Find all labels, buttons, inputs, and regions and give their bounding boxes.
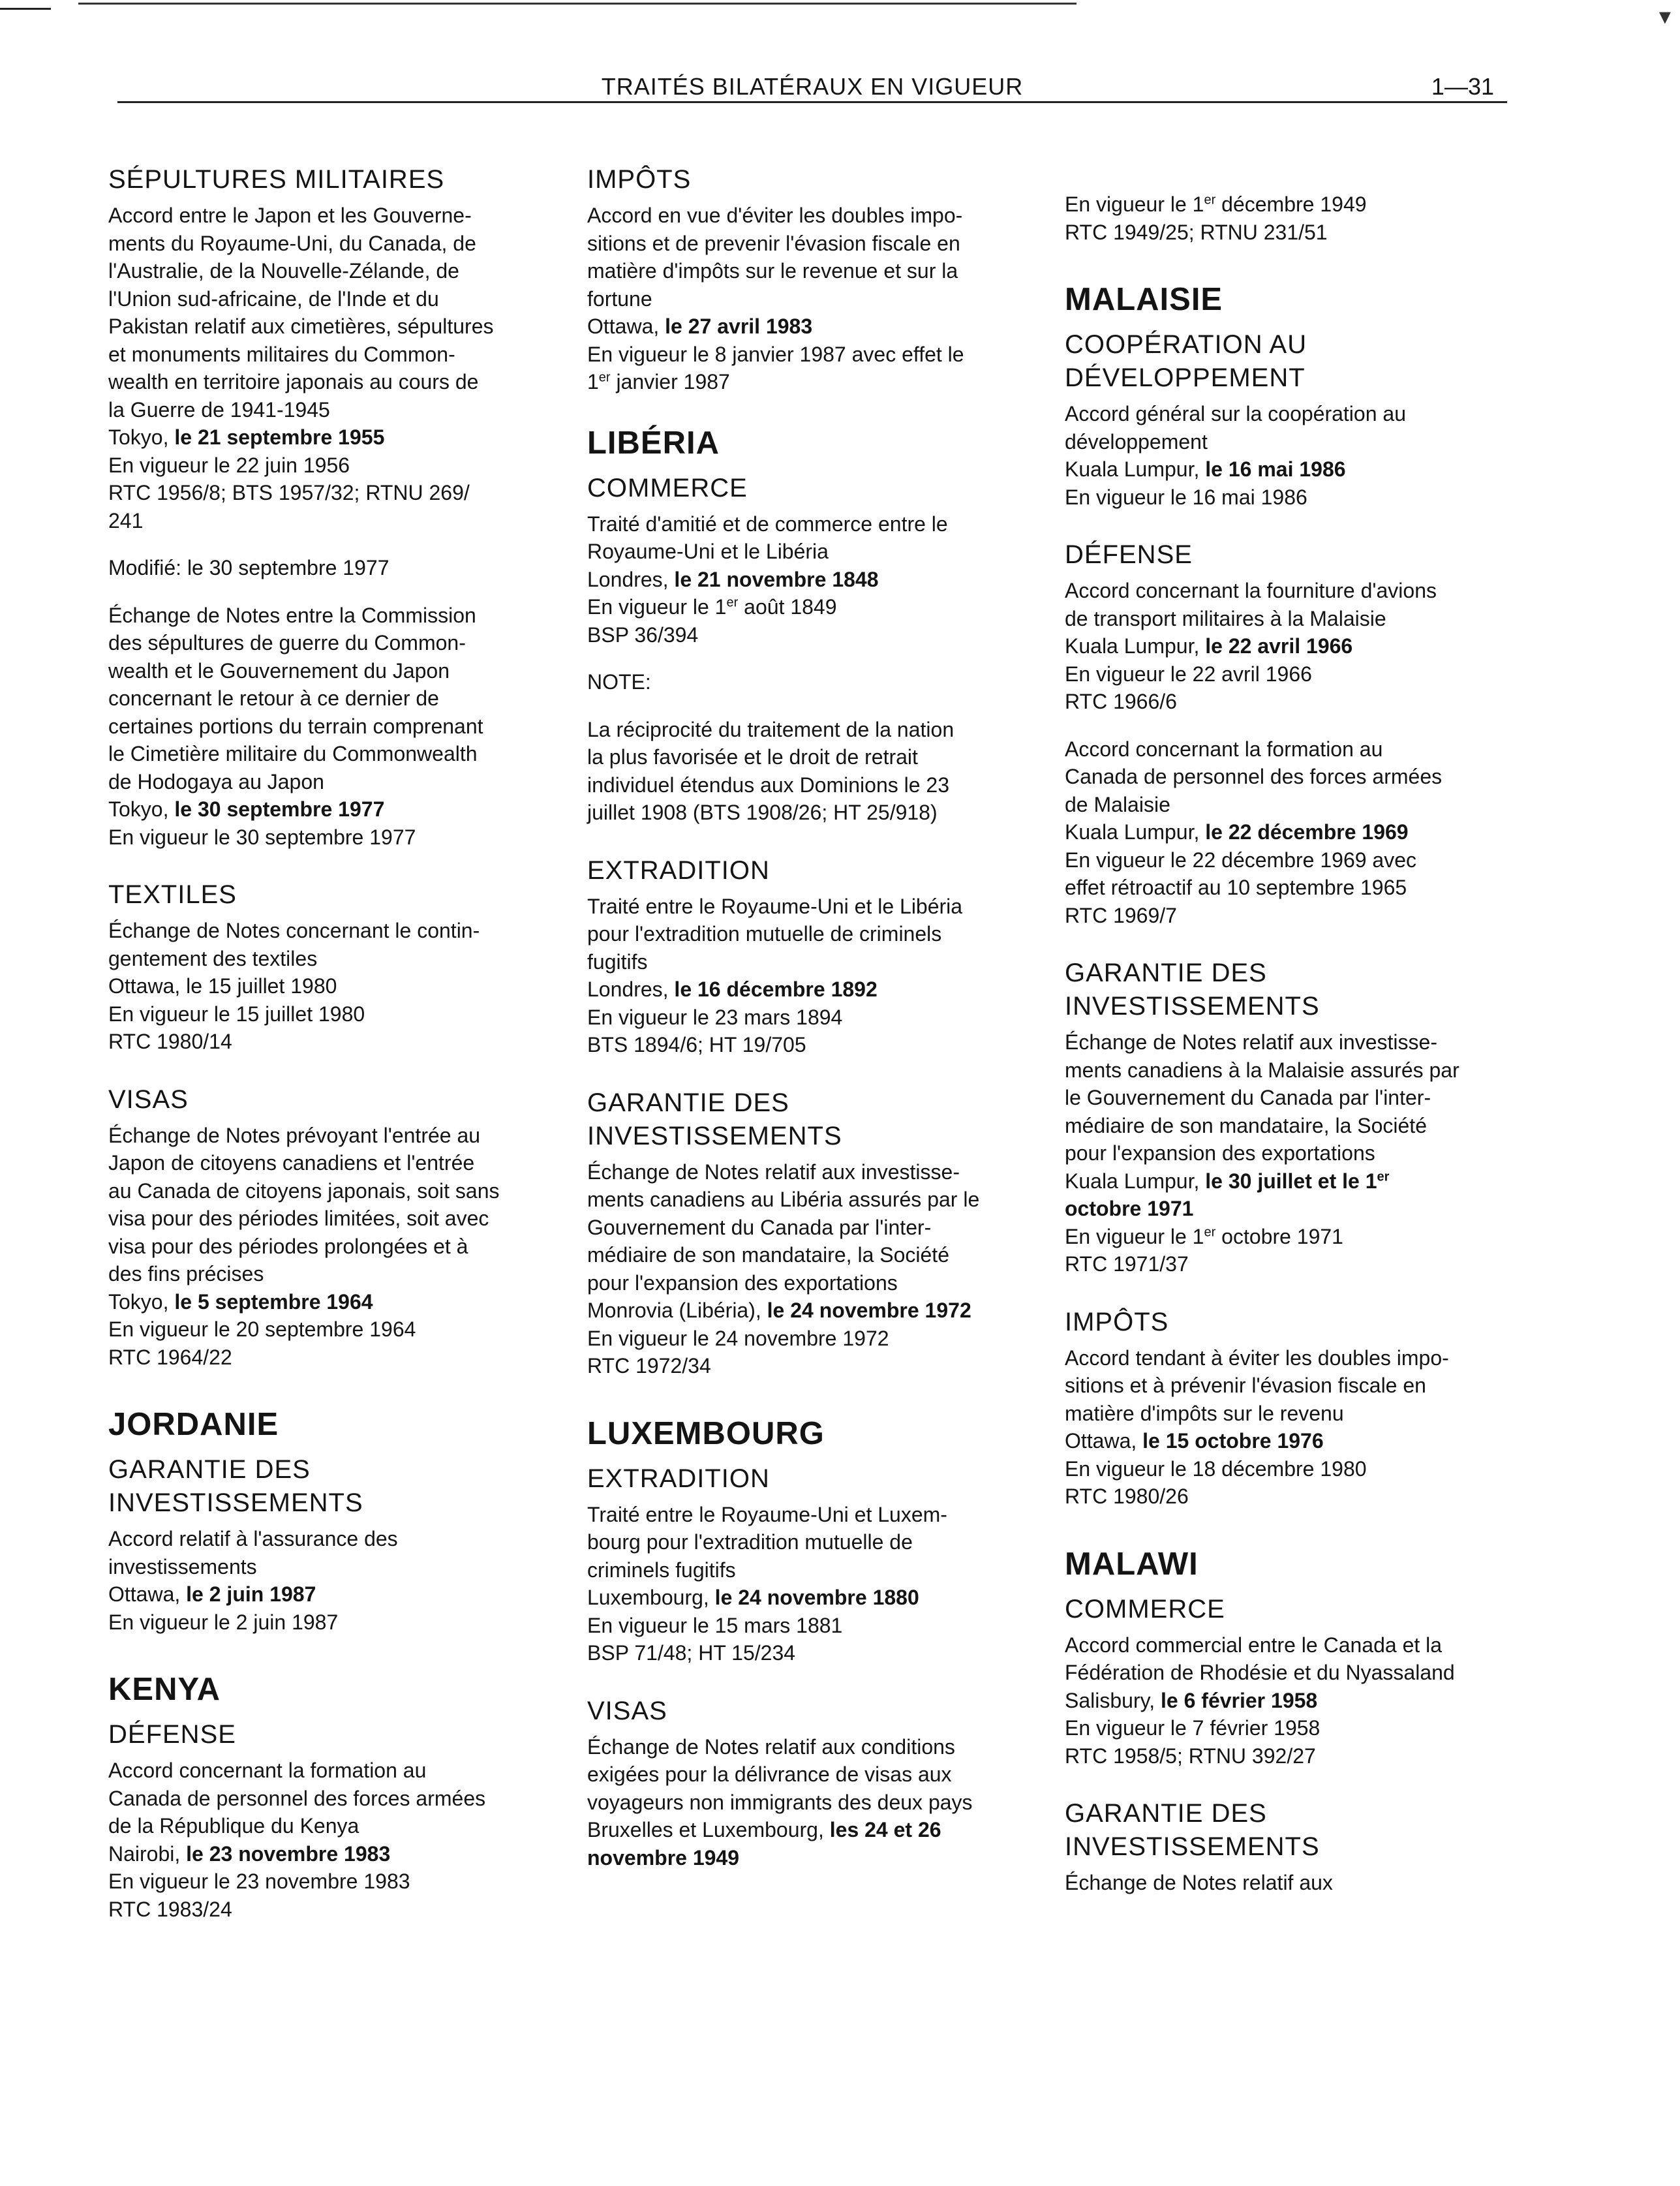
- treaty-reference: RTC 1966/6: [1065, 690, 1177, 713]
- signing-line: [108, 1840, 565, 1868]
- signing-line: [1065, 1687, 1521, 1715]
- text-line: médiaire de son mandataire, la Société: [1065, 1113, 1427, 1137]
- section-heading-visas: VISAS: [587, 1696, 667, 1725]
- entry-into-force: [587, 368, 1044, 396]
- section-heading-garantie: [1065, 1797, 1521, 1864]
- entry-into-force: En vigueur le 2 juin 1987: [108, 1610, 339, 1634]
- text-line: Accord concernant la formation au: [1065, 737, 1383, 761]
- treaty-entry-luxembourg-visas: [587, 1733, 1044, 1872]
- signing-line: [1065, 1167, 1521, 1195]
- text-line: ments du Royaume-Uni, du Canada, de: [108, 231, 476, 255]
- superscript: er: [726, 595, 739, 610]
- signing-date: le 27 avril 1983: [665, 315, 813, 338]
- entry-into-force: En vigueur le 15 mars 1881: [587, 1613, 843, 1637]
- entry-into-force: effet rétroactif au 10 septembre 1965: [1065, 876, 1407, 899]
- signing-line: [1065, 1427, 1521, 1455]
- scan-edge-line: [0, 8, 51, 10]
- section-heading-commerce: COMMERCE: [1065, 1594, 1225, 1624]
- signing-place: Monrovia (Libéria),: [587, 1299, 767, 1322]
- signing-line: [587, 1816, 1044, 1844]
- signing-date: le 15 octobre 1976: [1142, 1429, 1324, 1453]
- text-line: pour l'extradition mutuelle de criminels: [587, 922, 942, 946]
- country-heading-jordanie: JORDANIE: [108, 1407, 279, 1442]
- text-line: la Guerre de 1941-1945: [108, 397, 330, 422]
- text-line: Traité entre le Royaume-Uni et le Libéria: [587, 894, 963, 918]
- section-heading-impots: IMPÔTS: [1065, 1307, 1169, 1336]
- signing-date: les 24 et 26: [829, 1818, 941, 1841]
- superscript: er: [1377, 1169, 1390, 1184]
- text-line: exigées pour la délivrance de visas aux: [587, 1763, 952, 1786]
- heading-line: DÉVELOPPEMENT: [1065, 363, 1306, 392]
- entry-into-force: En vigueur le 30 septembre 1977: [108, 825, 416, 849]
- section-heading-defense: DÉFENSE: [108, 1720, 236, 1749]
- text-line: certaines portions du terrain comprenant: [108, 714, 483, 738]
- treaty-reference: RTC 1980/14: [108, 1030, 232, 1053]
- superscript: er: [1204, 192, 1216, 208]
- text-line: Accord relatif à l'assurance des: [108, 1527, 398, 1550]
- section-heading-textiles: TEXTILES: [108, 880, 237, 909]
- signing-place: Salisbury,: [1065, 1688, 1161, 1712]
- signing-line: [587, 1584, 1044, 1612]
- country-heading-malawi: MALAWI: [1065, 1546, 1199, 1582]
- treaty-entry-jordanie: [108, 1525, 565, 1636]
- treaty-reference: 241: [108, 508, 144, 532]
- text-line: Échange de Notes relatif aux investisse-: [1065, 1030, 1437, 1054]
- text-line: Traité d'amitié et de commerce entre le: [587, 512, 948, 536]
- header-title: TRAITÉS BILATÉRAUX EN VIGUEUR: [601, 73, 1024, 100]
- section-heading-defense: DÉFENSE: [1065, 540, 1193, 569]
- text-line: Accord général sur la coopération au: [1065, 402, 1406, 425]
- text-line: Royaume-Uni et le Libéria: [587, 540, 829, 563]
- signing-place: Kuala Lumpur,: [1065, 1169, 1206, 1193]
- text-line: Fédération de Rhodésie et du Nyassaland: [1065, 1661, 1455, 1684]
- signing-place: Tokyo,: [108, 425, 175, 449]
- column-left: [108, 163, 565, 1923]
- signing-line: [1065, 818, 1521, 846]
- signing-date: le 16 décembre 1892: [674, 978, 878, 1001]
- text-span: 1: [587, 370, 599, 393]
- signing-date: le 23 novembre 1983: [186, 1841, 391, 1866]
- treaty-entry-liberia-garantie: [587, 1158, 1044, 1380]
- treaty-entry-visas: [108, 1122, 565, 1372]
- text-line: fugitifs: [587, 949, 648, 974]
- treaty-entry-malaisie-defense-1: [1065, 577, 1521, 716]
- text-line: Échange de Notes prévoyant l'entrée au: [108, 1123, 481, 1147]
- heading-line: GARANTIE DES: [587, 1088, 789, 1117]
- signing-place: Ottawa,: [1065, 1429, 1143, 1453]
- section-heading-cooperation: [1065, 328, 1521, 395]
- text-line: de la République du Kenya: [108, 1814, 359, 1838]
- column-right: [1065, 191, 1521, 1897]
- text-span: En vigueur le 1: [1065, 192, 1204, 216]
- text-line: sitions et à prévenir l'évasion fiscale en: [1065, 1374, 1426, 1397]
- signing-place: Kuala Lumpur,: [1065, 457, 1206, 481]
- signing-place: Bruxelles et Luxembourg,: [587, 1818, 830, 1841]
- treaty-entry-textiles: [108, 917, 565, 1056]
- treaty-reference: RTC 1956/8; BTS 1957/32; RTNU 269/: [108, 481, 470, 504]
- treaty-entry-kenya: [108, 1757, 565, 1923]
- treaty-reference: BSP 71/48; HT 15/234: [587, 1641, 796, 1665]
- note-text: [587, 716, 1044, 827]
- text-line: Accord tendant à éviter les doubles impo-: [1065, 1346, 1449, 1370]
- text-line: de Hodogaya au Japon: [108, 769, 324, 793]
- text-line: l'Australie, de la Nouvelle-Zélande, de: [108, 259, 459, 283]
- section-heading-extradition: EXTRADITION: [587, 855, 770, 885]
- treaty-entry-malawi-garantie: [1065, 1869, 1521, 1897]
- country-heading-liberia: LIBÉRIA: [587, 425, 720, 461]
- text-line: wealth en territoire japonais au cours de: [108, 370, 479, 393]
- superscript: er: [1204, 1224, 1216, 1239]
- heading-line: GARANTIE DES: [108, 1455, 311, 1484]
- signing-date: le 24 novembre 1972: [767, 1299, 971, 1322]
- heading-line: GARANTIE DES: [1065, 1799, 1267, 1828]
- scan-top-rule: [78, 3, 1077, 5]
- signing-place: Luxembourg,: [587, 1586, 715, 1609]
- treaty-reference: RTC 1958/5; RTNU 392/27: [1065, 1744, 1316, 1768]
- text-span: En vigueur le 1: [1065, 1224, 1204, 1248]
- text-line: ments canadiens au Libéria assurés par le: [587, 1188, 980, 1211]
- text-span: août 1849: [738, 595, 837, 619]
- text-line: des sépultures de guerre du Common-: [108, 631, 466, 654]
- entry-into-force: En vigueur le 23 mars 1894: [587, 1005, 843, 1029]
- signing-line: [108, 1288, 565, 1316]
- signing-line: [587, 976, 1044, 1004]
- section-heading-visas: VISAS: [108, 1085, 189, 1114]
- entry-into-force: En vigueur le 7 février 1958: [1065, 1716, 1321, 1740]
- signing-place: Tokyo,: [108, 1289, 175, 1314]
- section-heading-commerce: COMMERCE: [587, 473, 748, 502]
- treaty-entry-malaisie-cooperation: [1065, 400, 1521, 511]
- text-line: la plus favorisée et le droit de retrait: [587, 745, 918, 769]
- text-line: criminels fugitifs: [587, 1558, 736, 1582]
- text-line: Accord en vue d'éviter les doubles impo-: [587, 204, 963, 227]
- signing-line: [108, 423, 565, 452]
- entry-into-force: En vigueur le 24 novembre 1972: [587, 1326, 889, 1350]
- treaty-reference: RTC 1949/25; RTNU 231/51: [1065, 220, 1328, 244]
- treaty-reference: RTC 1971/37: [1065, 1252, 1189, 1276]
- treaty-entry-luxembourg-extradition: [587, 1501, 1044, 1667]
- treaty-entry-sepultures-2: [108, 602, 565, 852]
- text-span: décembre 1949: [1215, 192, 1367, 216]
- amendment-note: Modifié: le 30 septembre 1977: [108, 556, 389, 579]
- text-line: Japon de citoyens canadiens et l'entrée: [108, 1151, 475, 1175]
- text-line: Pakistan relatif aux cimetières, sépultures: [108, 315, 494, 338]
- signing-date: novembre 1949: [587, 1845, 740, 1870]
- country-heading-kenya: KENYA: [108, 1672, 221, 1707]
- treaty-entry-malawi-commerce: [1065, 1631, 1521, 1770]
- signing-date: le 21 septembre 1955: [174, 425, 385, 449]
- text-line: investissements: [108, 1554, 257, 1578]
- treaty-reference: BSP 36/394: [587, 623, 699, 647]
- text-line: Échange de Notes relatif aux investisse-: [587, 1160, 960, 1184]
- entry-into-force: [1065, 1223, 1521, 1251]
- signing-line: [108, 795, 565, 824]
- text-line: Échange de Notes relatif aux: [1065, 1871, 1333, 1894]
- signing-date: le 24 novembre 1880: [714, 1586, 919, 1609]
- text-line: visa pour des périodes prolongées et à: [108, 1234, 468, 1258]
- text-line: au Canada de citoyens japonais, soit sans: [108, 1178, 500, 1203]
- heading-line: INVESTISSEMENTS: [1065, 1832, 1320, 1861]
- scan-corner-mark: ▾: [1658, 3, 1671, 29]
- signing-line: [587, 566, 1044, 594]
- signing-date: octobre 1971: [1065, 1197, 1194, 1220]
- section-heading-garantie: [587, 1086, 1044, 1153]
- text-line: pour l'expansion des exportations: [1065, 1141, 1375, 1165]
- text-line: le Cimetière militaire du Commonwealth: [108, 742, 478, 765]
- heading-line: INVESTISSEMENTS: [1065, 992, 1320, 1021]
- heading-line: COOPÉRATION AU: [1065, 330, 1307, 359]
- entry-into-force: En vigueur le 8 janvier 1987 avec effet le: [587, 342, 964, 366]
- treaty-reference: RTC 1964/22: [108, 1345, 232, 1369]
- text-line: La réciprocité du traitement de la nation: [587, 717, 955, 741]
- treaty-entry-malaisie-garantie: [1065, 1028, 1521, 1278]
- section-heading-garantie: [108, 1453, 565, 1520]
- heading-line: INVESTISSEMENTS: [587, 1121, 842, 1150]
- signing-place: Ottawa,: [108, 1582, 187, 1606]
- text-line: matière d'impôts sur le revenu: [1065, 1401, 1344, 1425]
- signing-line: [1065, 455, 1521, 484]
- treaty-entry-continued: [1065, 191, 1521, 246]
- heading-line: INVESTISSEMENTS: [108, 1488, 363, 1517]
- signing-line: [587, 313, 1044, 341]
- text-line: Échange de Notes entre la Commission: [108, 603, 476, 627]
- entry-into-force: En vigueur le 16 mai 1986: [1065, 485, 1307, 509]
- text-line: voyageurs non immigrants des deux pays: [587, 1790, 973, 1814]
- text-line: de Malaisie: [1065, 792, 1170, 816]
- entry-into-force: En vigueur le 20 septembre 1964: [108, 1317, 416, 1341]
- text-line: et monuments militaires du Common-: [108, 342, 455, 366]
- text-line: wealth et le Gouvernement du Japon: [108, 658, 450, 683]
- section-heading-extradition: EXTRADITION: [587, 1464, 770, 1493]
- signing-place: Londres,: [587, 567, 675, 591]
- superscript: er: [598, 370, 611, 385]
- text-line: Échange de Notes concernant le contin-: [108, 919, 480, 942]
- note-label: NOTE:: [587, 670, 651, 694]
- text-line: Accord concernant la formation au: [108, 1759, 427, 1782]
- text-line: visa pour des périodes limitées, soit avec: [108, 1207, 489, 1230]
- entry-into-force: En vigueur le 22 juin 1956: [108, 453, 350, 477]
- text-line: Accord entre le Japon et les Gouverne-: [108, 204, 472, 227]
- text-line: juillet 1908 (BTS 1908/26; HT 25/918): [587, 801, 938, 824]
- entry-into-force: En vigueur le 22 avril 1966: [1065, 662, 1312, 686]
- text-span: janvier 1987: [610, 370, 730, 393]
- running-header: [117, 72, 1507, 103]
- text-line: Canada de personnel des forces armées: [1065, 765, 1443, 788]
- text-line: pour l'expansion des exportations: [587, 1270, 898, 1295]
- signing-date: le 30 juillet et le 1: [1205, 1169, 1377, 1193]
- entry-into-force: En vigueur le 22 décembre 1969 avec: [1065, 848, 1417, 872]
- signing-place: Londres,: [587, 978, 675, 1001]
- text-span: octobre 1971: [1215, 1224, 1343, 1248]
- text-line: Canada de personnel des forces armées: [108, 1786, 486, 1810]
- section-heading-impots: IMPÔTS: [587, 165, 692, 194]
- text-line: Accord concernant la fourniture d'avions: [1065, 579, 1437, 602]
- section-heading-garantie: [1065, 957, 1521, 1023]
- text-line: le Gouvernement du Canada par l'inter-: [1065, 1086, 1431, 1109]
- text-line: Échange de Notes relatif aux conditions: [587, 1734, 955, 1759]
- signing-place: Tokyo,: [108, 797, 175, 821]
- signing-line: Ottawa, le 15 juillet 1980: [108, 974, 337, 998]
- entry-into-force: [1065, 191, 1521, 219]
- treaty-reference: RTC 1969/7: [1065, 903, 1177, 927]
- section-heading-sepultures: SÉPULTURES MILITAIRES: [108, 165, 445, 194]
- treaty-reference: RTC 1983/24: [108, 1897, 232, 1921]
- signing-line: [1065, 632, 1521, 660]
- text-line: fortune: [587, 286, 652, 311]
- treaty-entry-impots: [587, 202, 1044, 396]
- treaty-entry-sepultures-1: [108, 202, 565, 534]
- text-line: concernant le retour à ce dernier de: [108, 686, 439, 710]
- signing-date: le 22 avril 1966: [1205, 634, 1353, 658]
- signing-place: Kuala Lumpur,: [1065, 820, 1206, 844]
- signing-place: Kuala Lumpur,: [1065, 634, 1206, 658]
- signing-date: le 6 février 1958: [1161, 1688, 1318, 1712]
- text-line: Gouvernement du Canada par l'inter-: [587, 1215, 932, 1239]
- entry-into-force: En vigueur le 18 décembre 1980: [1065, 1456, 1367, 1481]
- treaty-entry-malaisie-defense-2: [1065, 735, 1521, 930]
- treaty-entry-malaisie-impots: [1065, 1344, 1521, 1511]
- signing-line: [587, 1297, 1044, 1325]
- signing-date: le 2 juin 1987: [186, 1582, 316, 1606]
- text-span: En vigueur le 1: [587, 595, 727, 619]
- text-line: Traité entre le Royaume-Uni et Luxem-: [587, 1502, 947, 1526]
- text-line: Accord commercial entre le Canada et la: [1065, 1633, 1443, 1657]
- country-heading-malaisie: MALAISIE: [1065, 282, 1223, 317]
- text-line: sitions et de prevenir l'évasion fiscale en: [587, 231, 960, 255]
- signing-date: le 21 novembre 1848: [674, 567, 879, 591]
- treaty-entry-liberia-commerce: [587, 510, 1044, 649]
- signing-place: Nairobi,: [108, 1841, 187, 1866]
- heading-line: GARANTIE DES: [1065, 959, 1267, 987]
- column-middle: [587, 163, 1044, 1871]
- text-line: l'Union sud-africaine, de l'Inde et du: [108, 286, 439, 311]
- signing-line: [108, 1580, 565, 1609]
- text-line: développement: [1065, 429, 1208, 454]
- treaty-entry-liberia-extradition: [587, 893, 1044, 1059]
- country-heading-luxembourg: LUXEMBOURG: [587, 1415, 825, 1451]
- text-line: des fins précises: [108, 1262, 264, 1285]
- treaty-reference: RTC 1972/34: [587, 1354, 711, 1378]
- text-line: gentement des textiles: [108, 946, 318, 970]
- text-line: individuel étendus aux Dominions le 23: [587, 773, 950, 797]
- signing-place: Ottawa,: [587, 315, 665, 338]
- entry-into-force: [587, 593, 1044, 621]
- entry-into-force: En vigueur le 15 juillet 1980: [108, 1002, 365, 1026]
- signing-date: le 5 septembre 1964: [174, 1289, 373, 1314]
- text-line: bourg pour l'extradition mutuelle de: [587, 1530, 913, 1554]
- signing-date: le 22 décembre 1969: [1205, 820, 1409, 844]
- signing-date: le 30 septembre 1977: [174, 797, 385, 821]
- text-line: médiaire de son mandataire, la Société: [587, 1243, 949, 1267]
- treaty-reference: BTS 1894/6; HT 19/705: [587, 1033, 806, 1056]
- treaty-reference: RTC 1980/26: [1065, 1485, 1189, 1508]
- text-line: matière d'impôts sur le revenue et sur la: [587, 259, 958, 283]
- entry-into-force: En vigueur le 23 novembre 1983: [108, 1870, 410, 1893]
- text-line: ments canadiens à la Malaisie assurés par: [1065, 1058, 1459, 1082]
- signing-date: le 16 mai 1986: [1205, 457, 1346, 481]
- text-line: de transport militaires à la Malaisie: [1065, 606, 1386, 630]
- page-number: 1—31: [1431, 73, 1494, 100]
